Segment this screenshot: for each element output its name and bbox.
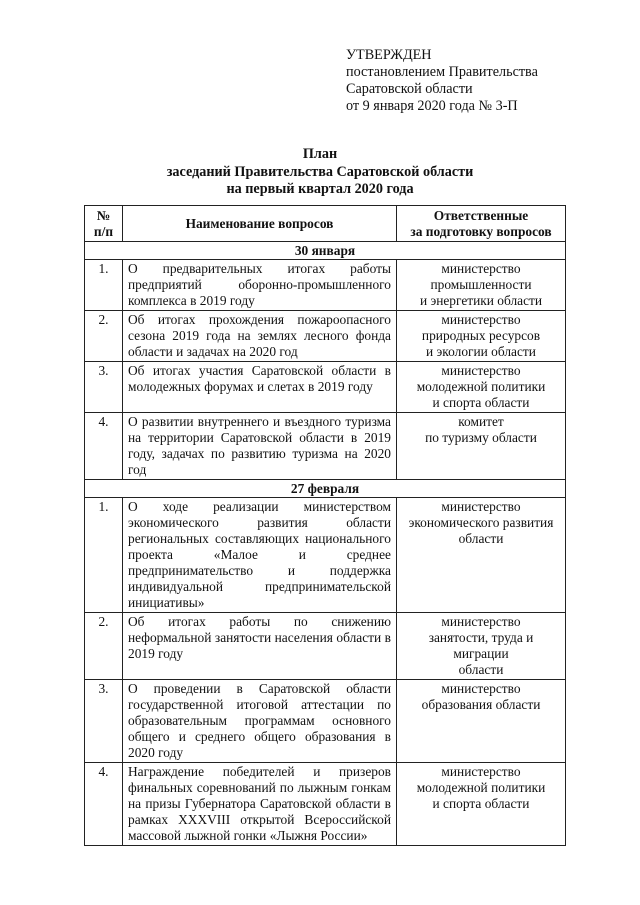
plan-table — [84, 205, 566, 846]
title-period: на первый квартал 2020 года — [226, 181, 414, 197]
table-row — [85, 498, 566, 613]
approval-date: от 9 января 2020 года № 3-П — [346, 98, 518, 114]
row-responsible: министерство молодежной политики и спорта области — [397, 763, 566, 846]
row-question: О предварительных итогах работы предприятий оборонно-промышленного комплекса в 2019 году — [123, 260, 397, 311]
header-number: № п/п — [85, 206, 123, 242]
row-responsible: министерство образования области — [397, 680, 566, 763]
approval-region: Саратовской области — [346, 81, 473, 97]
row-number: 1. — [85, 498, 123, 613]
title-subject: заседаний Правительства Саратовской области — [166, 163, 474, 180]
section-date-row — [85, 242, 566, 260]
document-title — [0, 146, 640, 199]
table-row — [85, 311, 566, 362]
table-row — [85, 362, 566, 413]
row-responsible: министерство молодежной политики и спорта области — [397, 362, 566, 413]
approval-heading: УТВЕРЖДЕН — [346, 47, 432, 63]
approval-decree: постановлением Правительства — [346, 64, 538, 80]
row-question: О проведении в Саратовской области государственной итоговой аттестации по образовательным программам основного общего и среднего общего образования в 2020 году — [123, 680, 397, 763]
row-responsible: министерство занятости, труда и миграции области — [397, 613, 566, 680]
row-number: 1. — [85, 260, 123, 311]
section-date-row — [85, 480, 566, 498]
row-number: 3. — [85, 362, 123, 413]
row-responsible: министерство промышленности и энергетики области — [397, 260, 566, 311]
row-number: 3. — [85, 680, 123, 763]
row-question: О ходе реализации министерством экономического развития области региональных составляющих национального проекта «Малое и среднее предпринимательство и поддержка индивидуальной предпринимательской инициативы» — [123, 498, 397, 613]
row-number: 2. — [85, 311, 123, 362]
row-question: Об итогах работы по снижению неформальной занятости населения области в 2019 году — [123, 613, 397, 680]
approval-stamp — [346, 47, 538, 115]
table-row — [85, 260, 566, 311]
row-question: О развитии внутреннего и въездного туризма на территории Саратовской области в 2019 году, задачах по развитию туризма на 2020 год — [123, 413, 397, 480]
header-name: Наименование вопросов — [123, 206, 397, 242]
row-number: 2. — [85, 613, 123, 680]
row-responsible: комитет по туризму области — [397, 413, 566, 480]
section-date: 30 января — [85, 242, 566, 260]
table-row — [85, 680, 566, 763]
row-number: 4. — [85, 413, 123, 480]
row-question: Об итогах прохождения пожароопасного сезона 2019 года на землях лесного фонда области и задачах на 2020 год — [123, 311, 397, 362]
row-question: Награждение победителей и призеров финальных соревнований по лыжным гонкам на призы Губернатора Саратовской области в рамках XXXVIII открытой Всероссийской массовой лыжной гонки «Лыжня России» — [123, 763, 397, 846]
row-question: Об итогах участия Саратовской области в молодежных форумах и слетах в 2019 году — [123, 362, 397, 413]
title-plan: План — [302, 146, 338, 162]
header-responsible: Ответственные за подготовку вопросов — [397, 206, 566, 242]
table-row — [85, 613, 566, 680]
row-number: 4. — [85, 763, 123, 846]
table-row — [85, 413, 566, 480]
row-responsible: министерство экономического развития области — [397, 498, 566, 613]
table-header-row — [85, 206, 566, 242]
section-date: 27 февраля — [85, 480, 566, 498]
table-row — [85, 763, 566, 846]
row-responsible: министерство природных ресурсов и экологии области — [397, 311, 566, 362]
